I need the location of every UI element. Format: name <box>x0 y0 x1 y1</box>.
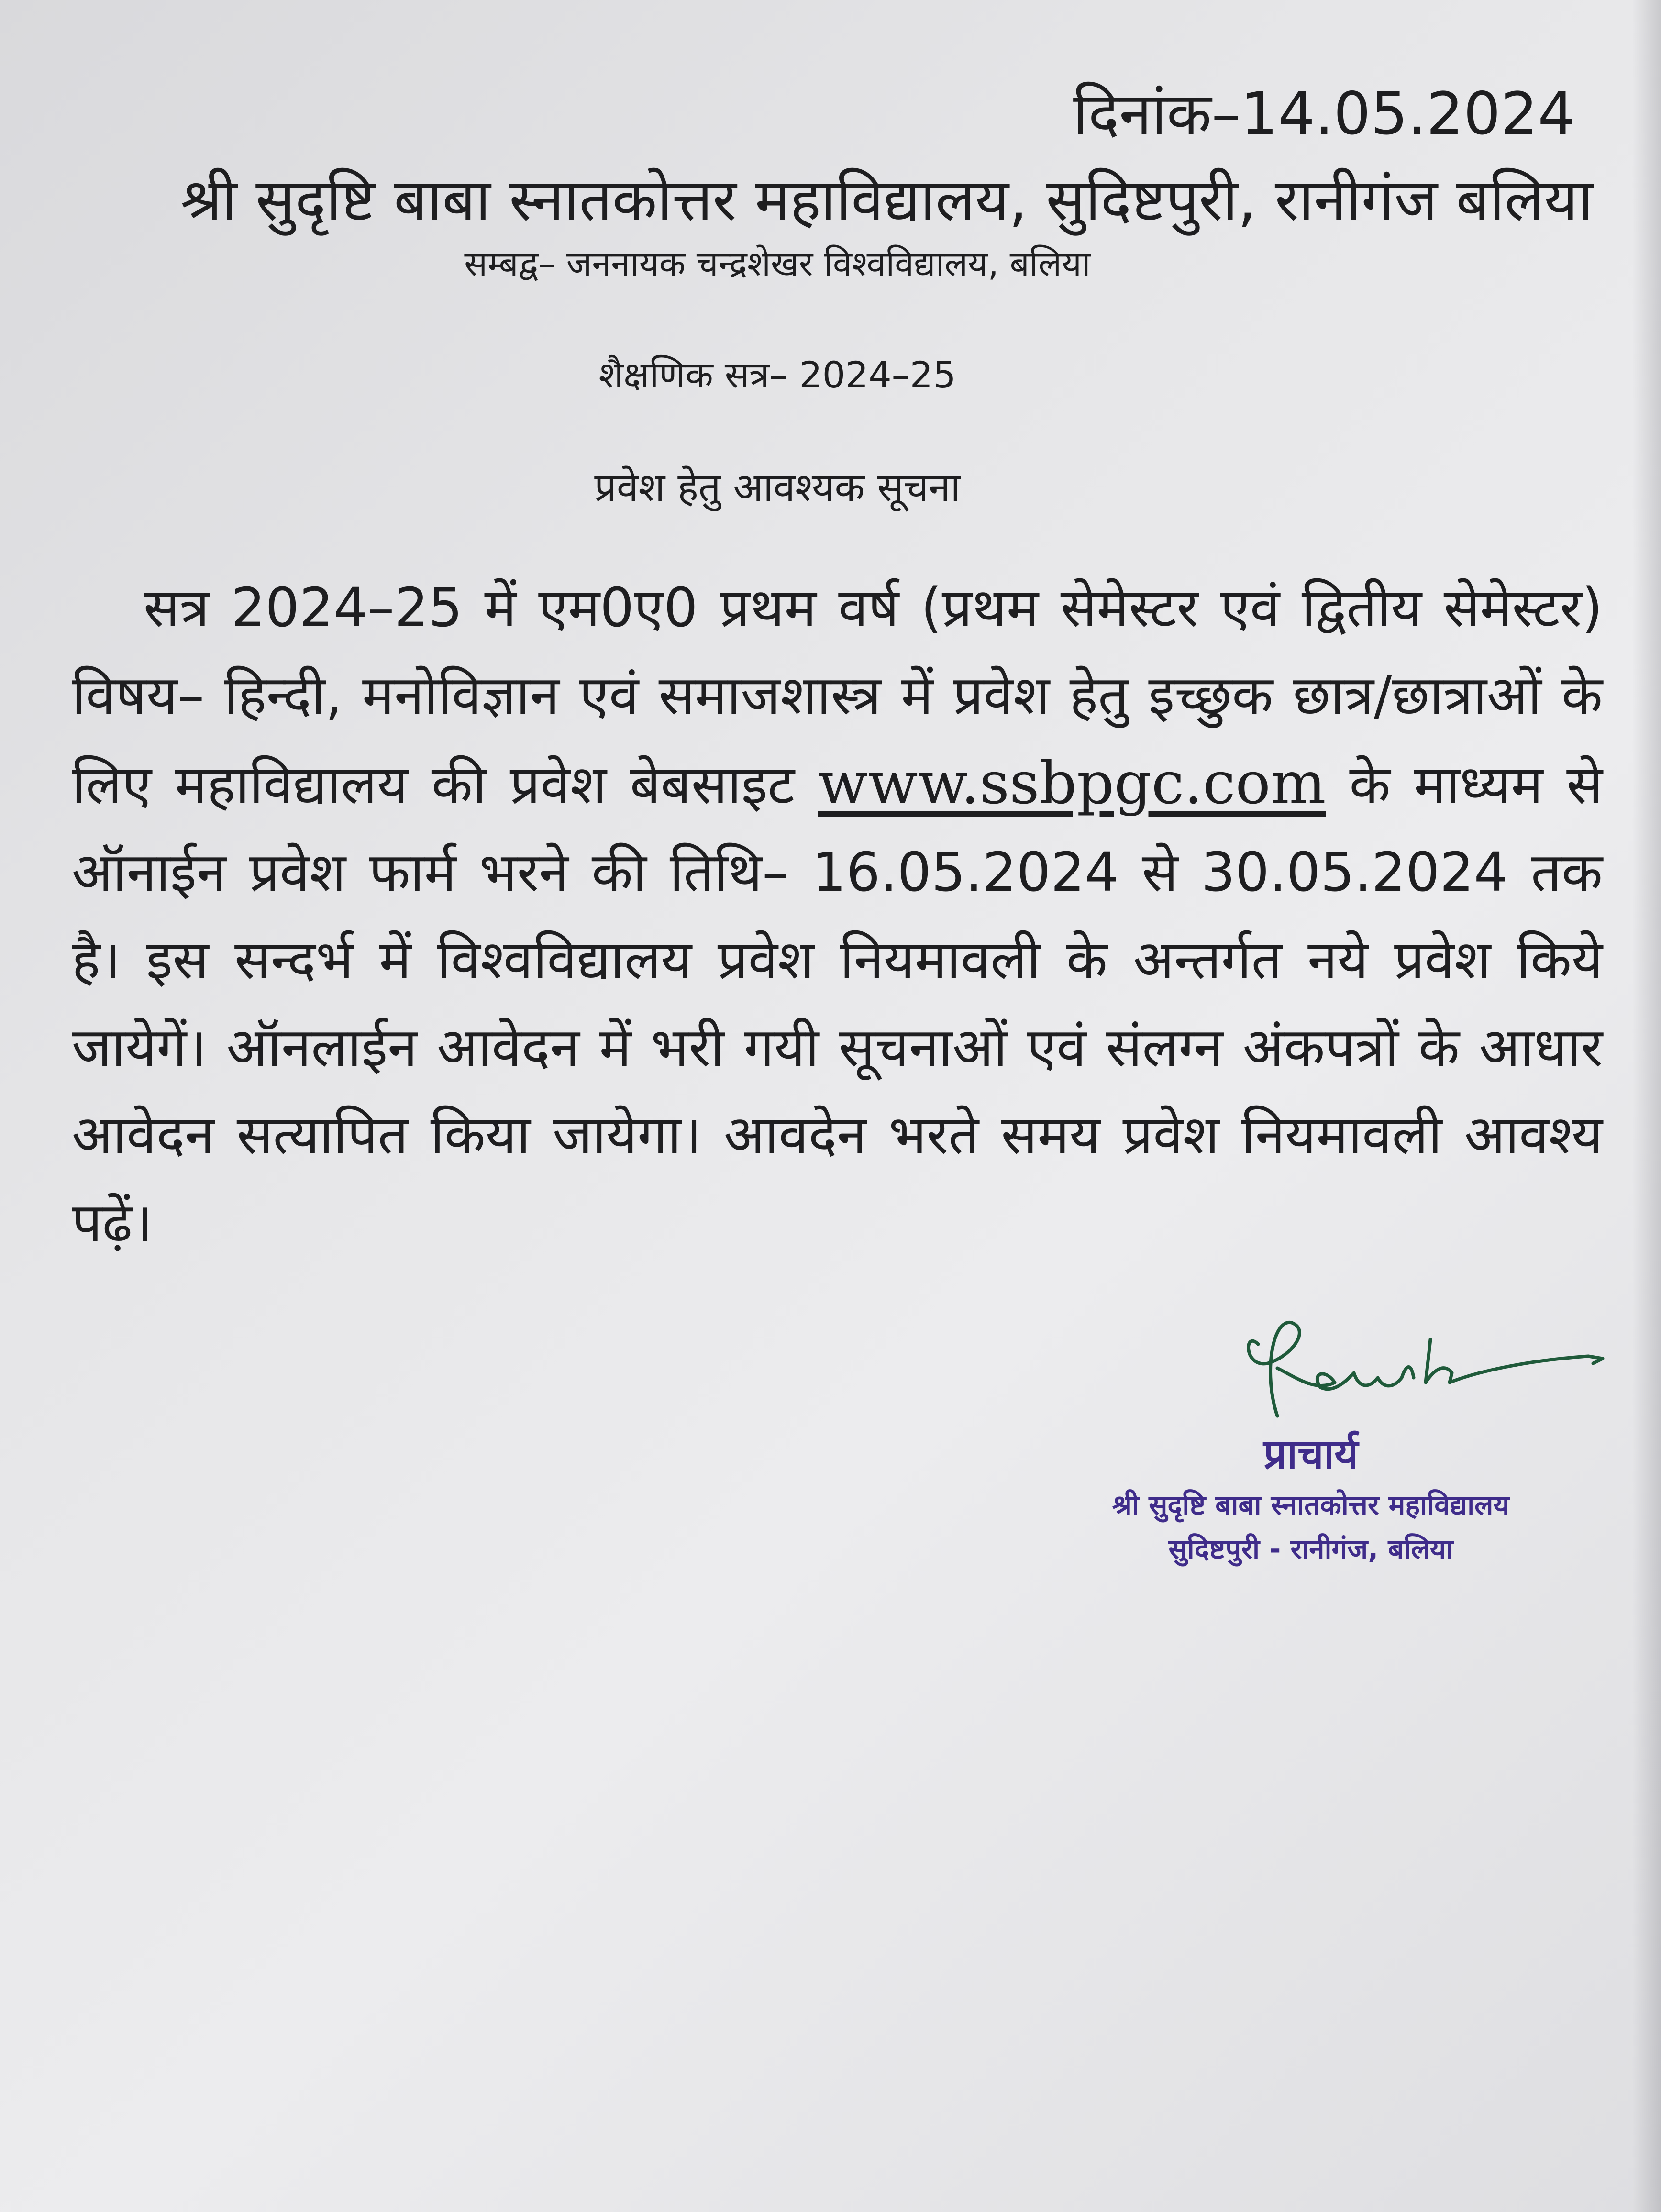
academic-session: शैक्षणिक सत्र– 2024–25 <box>598 354 956 396</box>
notice-body-part2: के माध्यम से ऑनाईन प्रवेश फार्म भरने की तिथि– 16.05.2024 से 30.05.2024 तक है। इस सन्दर्भ में विश्वविद्यालय प्रवेश नियमावली के अन्तर्गत नये प्रवेश किये जायेगें। ऑनलाईन आवेदन में भरी गयी सूचनाओं एवं संलग्न अंकपत्रों के आधार आवेदन सत्यापित किया जायेगा। आवदेन भरते समय प्रवेश नियमावली आवश्य पढ़ें। <box>72 754 1603 1254</box>
notice-title: प्रवेश हेतु आवश्यक सूचना <box>594 465 961 510</box>
stamp-address: सुदिष्टपुरी - रानीगंज, बलिया <box>1168 1533 1453 1565</box>
signature-stroke <box>1249 1322 1603 1416</box>
notice-date: दिनांक–14.05.2024 <box>1073 80 1575 148</box>
principal-stamp <box>1024 1426 1598 1571</box>
page-edge-shadow <box>1632 0 1661 2212</box>
principal-signature <box>1225 1311 1607 1435</box>
college-name-heading: श्री सुदृष्टि बाबा स्नातकोत्तर महाविद्यालय, सुदिष्टपुरी, रानीगंज बलिया <box>180 166 1593 234</box>
stamp-college-name: श्री सुदृष्टि बाबा स्नातकोत्तर महाविद्यालय <box>1112 1489 1510 1521</box>
affiliation-line: सम्बद्व– जननायक चन्द्रशेखर विश्वविद्यालय, बलिया <box>464 243 1091 284</box>
stamp-title: प्राचार्य <box>1263 1430 1358 1478</box>
notice-body <box>72 564 1603 1267</box>
notice-body-part1: सत्र 2024–25 में एम0ए0 प्रथम वर्ष (प्रथम सेमेस्टर एवं द्वितीय सेमेस्टर) विषय– हिन्दी, मनोविज्ञान एवं समाजशास्त्र में प्रवेश हेतु इच्छुक छात्र/छात्राओं के लिए महाविद्यालय की प्रवेश बेबसाइट <box>72 577 1603 816</box>
website-link[interactable]: www.ssbpgc.com <box>818 749 1326 817</box>
